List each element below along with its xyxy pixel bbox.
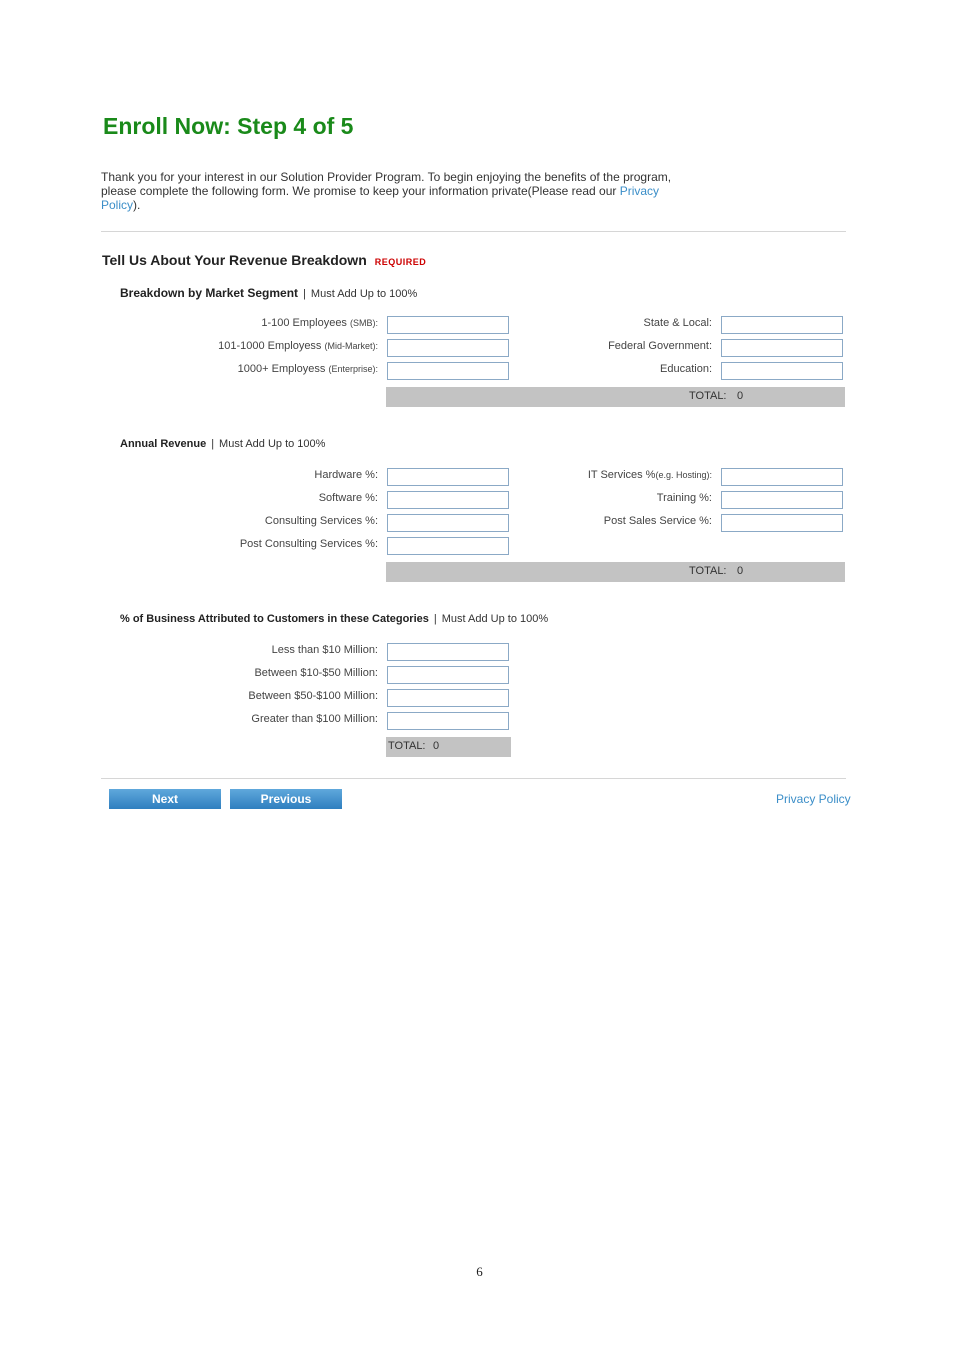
training-input[interactable] — [721, 491, 843, 509]
separator: | — [303, 288, 306, 300]
market-segment-title: Breakdown by Market Segment — [120, 286, 299, 300]
smb-input[interactable] — [387, 316, 509, 334]
between-10-50m-input[interactable] — [387, 666, 509, 684]
business-categories-note: Must Add Up to 100% — [441, 613, 549, 625]
label-smb — [261, 317, 378, 329]
label-text: 1-100 Employees — [261, 317, 347, 329]
label-sub: (e.g. Hosting): — [655, 470, 712, 480]
label-sub: (Mid-Market): — [324, 341, 378, 351]
section-title-text: Tell Us About Your Revenue Breakdown — [102, 252, 367, 268]
label-greater-100m: Greater than $100 Million: — [251, 713, 378, 725]
section-title — [102, 252, 426, 268]
label-training: Training %: — [656, 492, 712, 504]
label-consulting: Consulting Services %: — [264, 515, 378, 527]
between-50-100m-input[interactable] — [387, 689, 509, 707]
label-text: 1000+ Employess — [237, 363, 326, 375]
mid-market-input[interactable] — [387, 339, 509, 357]
label-post-consulting: Post Consulting Services %: — [239, 538, 378, 550]
business-categories-total-bar — [386, 737, 511, 757]
it-services-input[interactable] — [721, 468, 843, 486]
total-label: TOTAL: — [689, 565, 727, 577]
label-federal: Federal Government: — [608, 340, 712, 352]
label-sub: (SMB): — [350, 318, 378, 328]
state-local-input[interactable] — [721, 316, 843, 334]
annual-revenue-total-bar — [386, 562, 845, 582]
total-value: 0 — [737, 565, 744, 577]
label-text: 101-1000 Employess — [218, 340, 322, 352]
intro-end: ). — [133, 198, 141, 212]
label-education: Education: — [660, 363, 712, 375]
total-label: TOTAL: — [689, 390, 727, 402]
total-value: 0 — [433, 740, 440, 752]
label-it-services — [588, 469, 712, 481]
business-categories-title: % of Business Attributed to Customers in these Categories — [120, 613, 429, 625]
label-text: IT Services % — [587, 469, 656, 481]
label-less-10m: Less than $10 Million: — [271, 644, 378, 656]
market-segment-total-bar — [386, 387, 845, 407]
separator: | — [211, 438, 215, 450]
previous-button[interactable]: Previous — [230, 789, 342, 809]
federal-input[interactable] — [721, 339, 843, 357]
business-categories-header — [120, 613, 548, 625]
label-software: Software %: — [318, 492, 378, 504]
post-sales-input[interactable] — [721, 514, 843, 532]
bottom-divider — [101, 778, 846, 779]
label-10-50m: Between $10-$50 Million: — [254, 667, 378, 679]
label-state-local: State & Local: — [643, 317, 712, 329]
page-title: Enroll Now: Step 4 of 5 — [103, 113, 354, 139]
intro-body: Thank you for your interest in our Solution Provider Program. To begin enjoying the benefits of the program, please complete the following form. We promise to keep your information private(Please read our — [101, 170, 672, 198]
page-number: 6 — [476, 1264, 483, 1279]
market-segment-header — [120, 286, 417, 300]
label-50-100m: Between $50-$100 Million: — [248, 690, 378, 702]
consulting-input[interactable] — [387, 514, 509, 532]
required-badge: REQUIRED — [374, 257, 427, 267]
footer-privacy-link[interactable]: Privacy Policy — [776, 792, 851, 806]
annual-revenue-header — [120, 438, 325, 450]
enterprise-input[interactable] — [387, 362, 509, 380]
software-input[interactable] — [387, 491, 509, 509]
next-button[interactable]: Next — [109, 789, 221, 809]
education-input[interactable] — [721, 362, 843, 380]
label-enterprise — [238, 363, 378, 375]
separator: | — [433, 613, 437, 625]
top-divider — [101, 231, 846, 232]
intro-privacy-link[interactable]: Privacy Policy — [101, 184, 660, 212]
label-post-sales: Post Sales Service %: — [603, 515, 712, 527]
label-hardware: Hardware %: — [314, 469, 378, 481]
market-segment-note: Must Add Up to 100% — [310, 288, 418, 300]
annual-revenue-note: Must Add Up to 100% — [219, 438, 326, 450]
annual-revenue-title: Annual Revenue — [120, 438, 207, 450]
total-value: 0 — [737, 390, 744, 402]
hardware-input[interactable] — [387, 468, 509, 486]
label-sub: (Enterprise): — [328, 364, 378, 374]
post-consulting-input[interactable] — [387, 537, 509, 555]
label-mid-market — [218, 340, 378, 352]
greater-100m-input[interactable] — [387, 712, 509, 730]
less-10m-input[interactable] — [387, 643, 509, 661]
intro-text — [101, 170, 701, 212]
total-label: TOTAL: — [388, 740, 426, 752]
